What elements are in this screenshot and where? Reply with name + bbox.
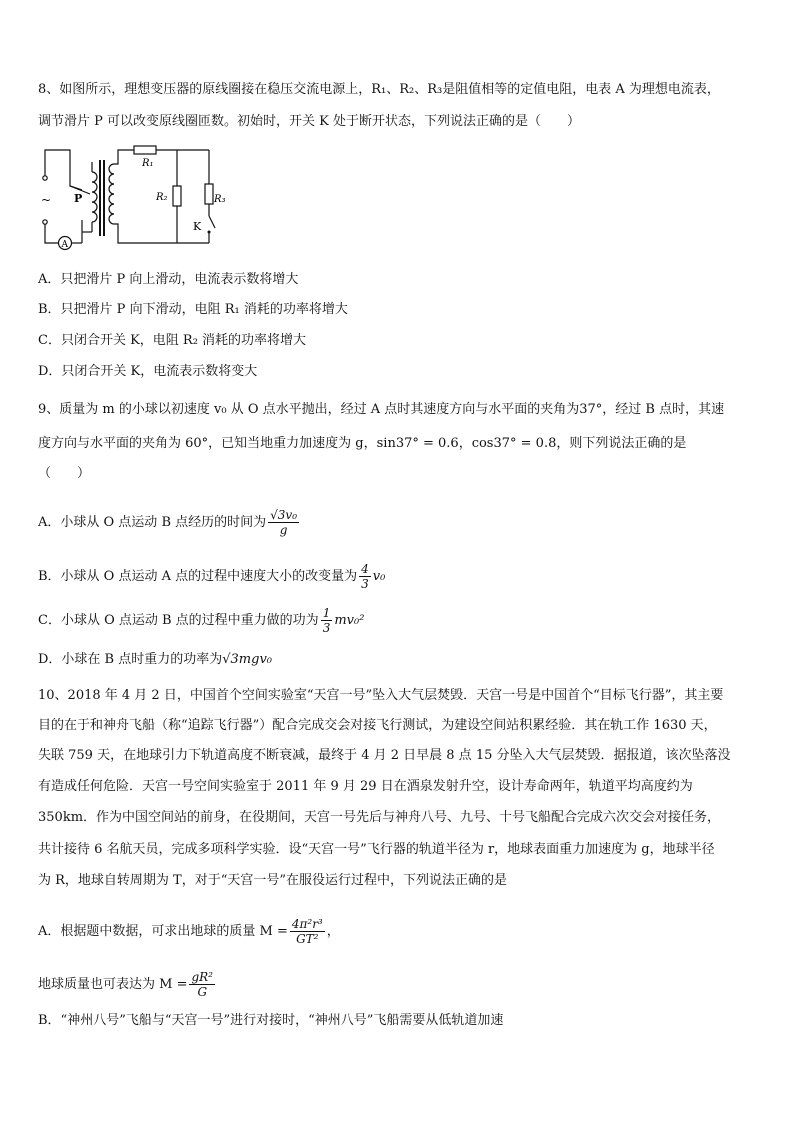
q8-option-c: C．只闭合开关 K，电阻 R₂ 消耗的功率将增大 [38, 333, 307, 348]
q10-stem-line6: 共计接待 6 名航天员，完成多项科学实验．设“天宫一号”飞行器的轨道半径为 r，地球表面重力加速度为 g，地球半径 [38, 842, 715, 857]
q9-option-c-tail: mv₀² [334, 613, 365, 628]
q10-option-a-tail: ， [326, 924, 340, 939]
q10-stem-line7: 为 R，地球自转周期为 T，对于“天宫一号”在服役运行过程中，下列说法正确的是 [38, 873, 508, 888]
q8-stem-line1: 8、如图所示，理想变压器的原线圈接在稳压交流电源上，R₁、R₂、R₃是阻值相等的定值电阻，电表 A 为理想电流表， [38, 82, 720, 97]
q10-option-a2-text: 地球质量也可表达为 M = [38, 977, 188, 992]
fraction-denominator: GT² [296, 932, 319, 946]
q9-stem-line3: （ ） [38, 466, 91, 481]
q10-stem-line4: 有造成任何危险．天宫一号空间实验室于 2011 年 9 月 29 日在酒泉发射升空，设计寿命两年，轨道平均高度约为 [38, 779, 693, 794]
slider-label: P [74, 192, 83, 205]
q9-option-b-text: B．小球从 O 点运动 A 点的过程中速度大小的改变量为 [38, 569, 358, 584]
q10-option-b: B．“神州八号”飞船与“天宫一号”进行对接时，“神州八号”飞船需要从低轨道加速 [38, 1013, 504, 1028]
q10-option-a-text: A．根据题中数据，可求出地球的质量 M = [38, 924, 288, 939]
q8-option-d: D．只闭合开关 K，电流表示数将变大 [38, 364, 258, 379]
r1-label: R₁ [142, 158, 154, 169]
fraction-numerator: 1 [322, 606, 331, 620]
fraction-denominator: 3 [322, 621, 331, 635]
q9-option-d-tail: √3mgv₀ [222, 652, 273, 667]
q9-stem-line1: 9、质量为 m 的小球以初速度 v₀ 从 O 点水平抛出，经过 A 点时其速度方向与水平面的夹角为37°，经过 B 点时，其速 [38, 402, 725, 417]
q10-stem-line1: 10、2018 年 4 月 2 日，中国首个空间实验室“天宫一号”坠入大气层焚毁．天宫一号是中国首个“目标飞行器”，其主要 [38, 688, 724, 703]
q10-stem-line2: 目的在于和神舟飞船（称“追踪飞行器”）配合完成交会对接飞行测试，为建设空间站积累经验．其在轨工作 1630 天， [38, 718, 717, 733]
fraction-denominator: 3 [361, 577, 369, 591]
q10-option-a-continued [38, 970, 217, 999]
q9-option-a [38, 508, 301, 537]
ammeter-label: A [61, 240, 68, 250]
q9-option-d-text: D．小球在 B 点时重力的功率为 [38, 652, 223, 667]
q9-option-b-tail: v₀ [372, 569, 386, 584]
q10-stem-line5: 350km．作为中国空间站的前身，在役期间，天宫一号先后与神舟八号、九号、十号飞船配合完成六次交会对接任务， [38, 810, 721, 825]
q8-option-b: B．只把滑片 P 向下滑动，电阻 R₁ 消耗的功率将增大 [38, 302, 348, 317]
r3-label: R₃ [214, 194, 226, 205]
q10-stem-line3: 失联 759 天，在地球引力下轨道高度不断衰减，最终于 4 月 2 日早晨 8 点 15 分坠入大气层焚毁．据报道，该次坠落没 [38, 748, 731, 763]
q9-option-b [38, 562, 385, 591]
fraction-denominator: G [197, 985, 208, 999]
q10-option-a-fraction [290, 917, 325, 946]
q9-stem-line2: 度方向与水平面的夹角为 60°，已知当地重力加速度为 g，sin37° = 0.6，cos37° = 0.8，则下列说法正确的是 [38, 436, 687, 451]
q9-option-a-text: A．小球从 O 点运动 B 点经历的时间为 [38, 515, 267, 530]
fraction-numerator: 4π²r³ [291, 917, 323, 931]
q8-stem-line2: 调节滑片 P 可以改变原线圈匝数。初始时，开关 K 处于断开状态，下列说法正确的是（ ） [38, 114, 580, 129]
q9-option-c-text: C．小球从 O 点运动 B 点的过程中重力做的功为 [38, 613, 319, 628]
fraction-numerator: 4 [361, 562, 369, 576]
switch-label: K [193, 220, 202, 233]
q9-option-c [38, 606, 364, 635]
q10-option-a [38, 917, 340, 946]
ac-source-symbol: ~ [41, 193, 52, 207]
transformer-circuit-diagram [34, 142, 224, 258]
q9-option-a-fraction [268, 508, 299, 537]
q10-option-a2-fraction [189, 970, 215, 999]
r2-label: R₂ [156, 192, 168, 203]
fraction-denominator: g [279, 523, 288, 537]
q9-option-d [38, 650, 272, 670]
q9-option-b-fraction [359, 562, 371, 591]
q9-option-c-fraction [321, 606, 333, 635]
fraction-numerator: gR² [191, 970, 213, 984]
q8-option-a: A．只把滑片 P 向上滑动，电流表示数将增大 [38, 272, 299, 287]
fraction-numerator: √3v₀ [270, 508, 298, 522]
